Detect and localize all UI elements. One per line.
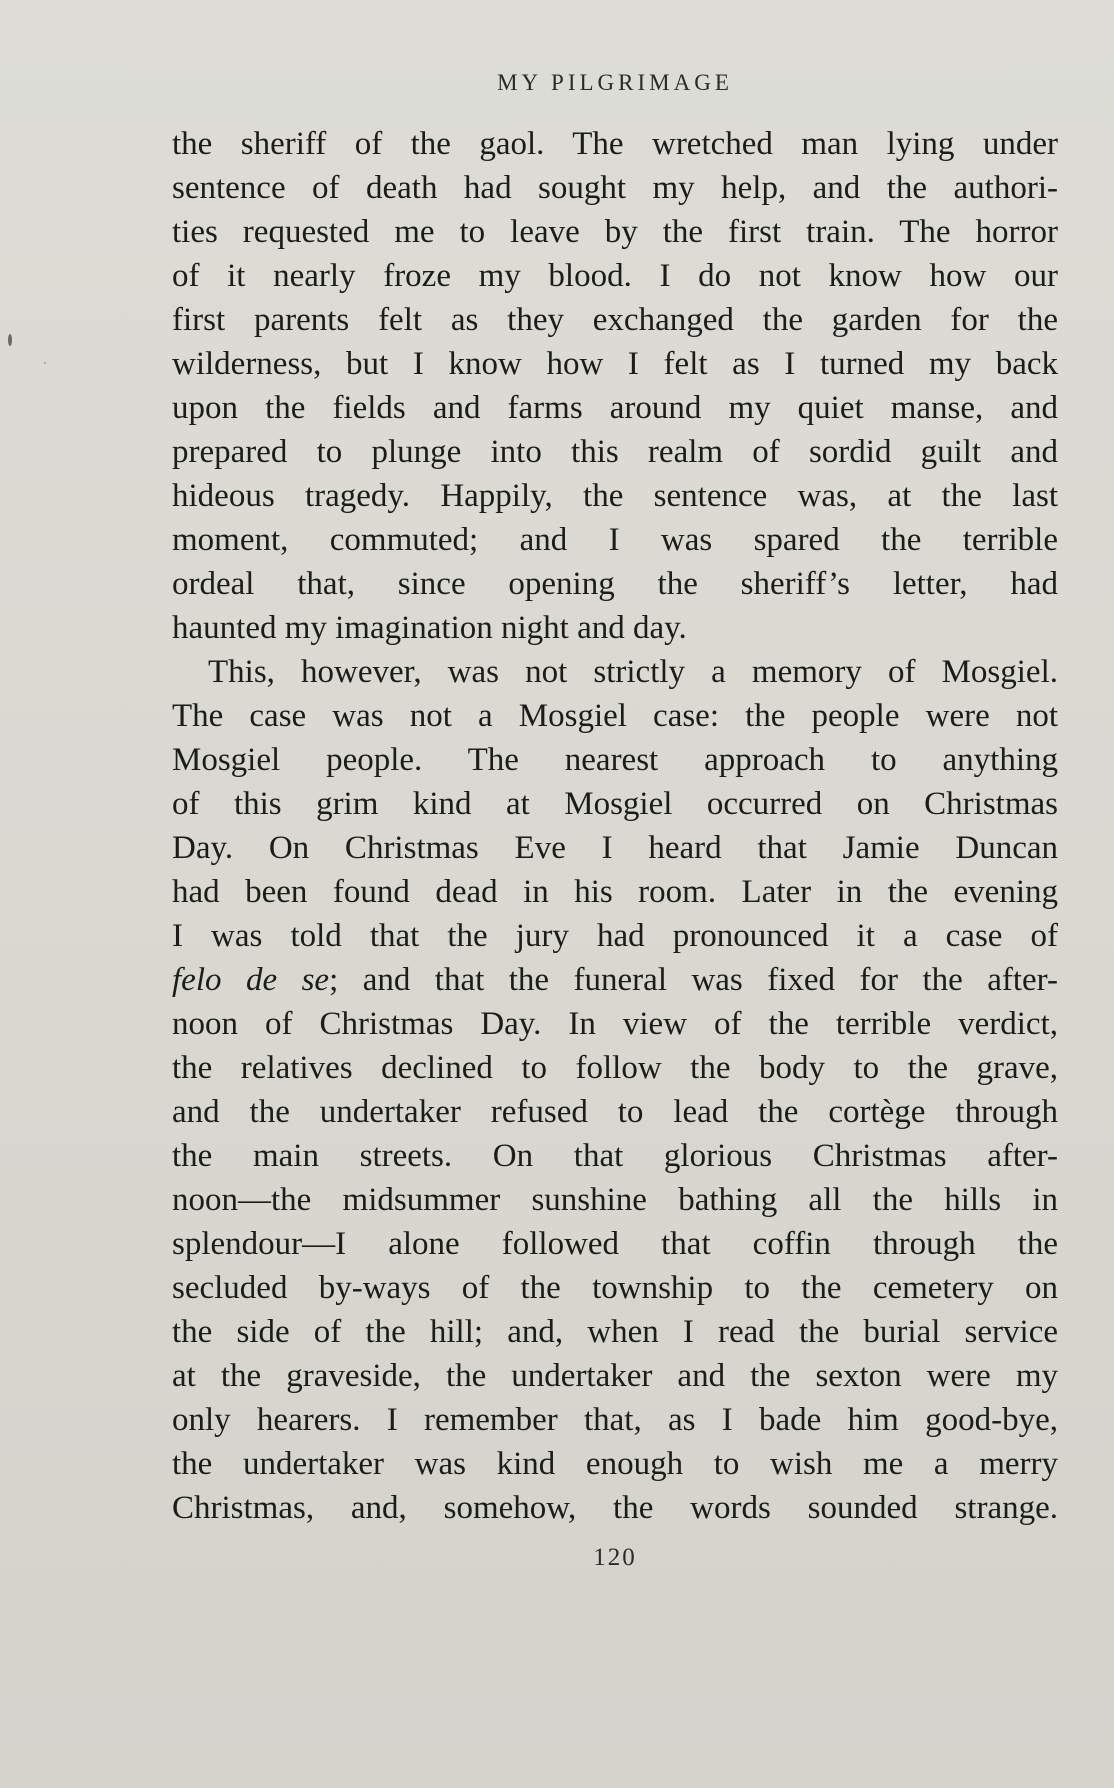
text-line: Day. On Christmas Eve I heard that Jamie Duncan [172, 830, 1058, 866]
text-line: noon of Christmas Day. In view of the terrible verdict, [172, 1006, 1058, 1042]
text-line: haunted my imagination night and day. [172, 610, 687, 646]
text-line: and the undertaker refused to lead the cortège through [172, 1094, 1058, 1130]
text-line: sentence of death had sought my help, and the authori- [172, 170, 1058, 206]
text-line: ordeal that, since opening the sheriff’s letter, had [172, 566, 1058, 602]
text-line: splendour—I alone followed that coffin through the [172, 1226, 1058, 1262]
paper-speck [44, 362, 46, 364]
text-line: the side of the hill; and, when I read the burial service [172, 1314, 1058, 1350]
text-line: noon—the midsummer sunshine bathing all the hills in [172, 1182, 1058, 1218]
body-text [172, 122, 1058, 1530]
text-line: had been found dead in his room. Later in the evening [172, 874, 1058, 910]
text-line: upon the fields and farms around my quiet manse, and [172, 390, 1058, 426]
text-line: only hearers. I remember that, as I bade him good-bye, [172, 1402, 1058, 1438]
text-line: first parents felt as they exchanged the garden for the [172, 302, 1058, 338]
text-line: This, however, was not strictly a memory of Mosgiel. [208, 654, 1058, 690]
text-line-with-italic [172, 958, 1058, 1002]
paper-speck [8, 334, 12, 346]
text-line: prepared to plunge into this realm of sordid guilt and [172, 434, 1058, 470]
italic-phrase: felo de se [172, 962, 330, 998]
text-line: the relatives declined to follow the body to the grave, [172, 1050, 1058, 1086]
text-line-rest: ; and that the funeral was fixed for the after- [329, 962, 1059, 998]
text-line: Mosgiel people. The nearest approach to anything [172, 742, 1058, 778]
text-line: hideous tragedy. Happily, the sentence was, at the last [172, 478, 1058, 514]
text-line: moment, commuted; and I was spared the terrible [172, 522, 1058, 558]
text-line: I was told that the jury had pronounced it a case of [172, 918, 1058, 954]
text-line: of it nearly froze my blood. I do not know how our [172, 258, 1058, 294]
text-line: wilderness, but I know how I felt as I turned my back [172, 346, 1058, 382]
text-line: at the graveside, the undertaker and the sexton were my [172, 1358, 1058, 1394]
running-head: MY PILGRIMAGE [497, 70, 733, 95]
text-line: the undertaker was kind enough to wish me a merry [172, 1446, 1058, 1482]
text-line: The case was not a Mosgiel case: the people were not [172, 698, 1058, 734]
text-line: secluded by-ways of the township to the cemetery on [172, 1270, 1058, 1306]
page-number: 120 [593, 1544, 637, 1571]
text-line: Christmas, and, somehow, the words sounded strange. [172, 1490, 1058, 1526]
text-line: ties requested me to leave by the first train. The horror [172, 214, 1058, 250]
text-line: the main streets. On that glorious Christmas after- [172, 1138, 1058, 1174]
text-line: the sheriff of the gaol. The wretched man lying under [172, 126, 1058, 162]
text-line: of this grim kind at Mosgiel occurred on Christmas [172, 786, 1058, 822]
